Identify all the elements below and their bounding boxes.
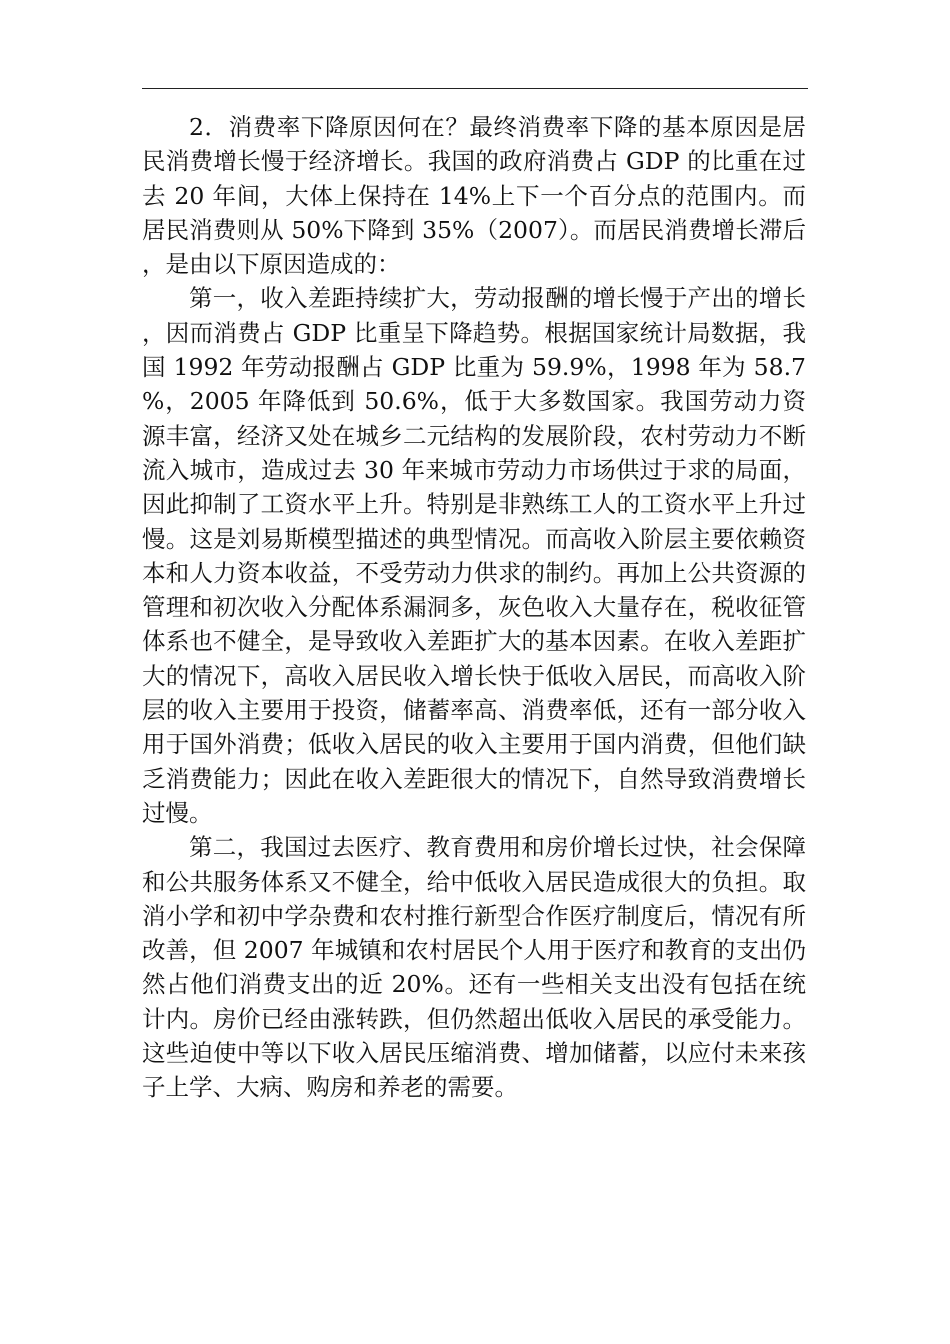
header-rule (142, 88, 808, 89)
paragraph-consumption-rate-cause: 2．消费率下降原因何在？最终消费率下降的基本原因是居民消费增长慢于经济增长。我国的政府消费占 GDP 的比重在过去 20 年间，大体上保持在 14%上下一个百分点的范围内。而居民消费则从 50%下降到 35%（2007）。而居民消费增长滞后，是由以下原因造成的： (142, 113, 806, 279)
paragraph-social-costs: 第二，我国过去医疗、教育费用和房价增长过快，社会保障和公共服务体系又不健全，给中低收入居民造成很大的负担。取消小学和初中学杂费和农村推行新型合作医疗制度后，情况有所改善，但 2007 年城镇和农村居民个人用于医疗和教育的支出仍然占他们消费支出的近 20%。还有一些相关支出没有包括在统计内。房价已经由涨转跌，但仍然超出低收入居民的承受能力。这些迫使中等以下收入居民压缩消费、增加储蓄，以应付未来孩子上学、大病、购房和养老的需要。 (142, 833, 806, 1102)
paragraph-income-gap: 第一，收入差距持续扩大，劳动报酬的增长慢于产出的增长，因而消费占 GDP 比重呈下降趋势。根据国家统计局数据，我国 1992 年劳动报酬占 GDP 比重为 59.9%，1998 年为 58.7%，2005 年降低到 50.6%，低于大多数国家。我国劳动力资源丰富，经济又处在城乡二元结构的发展阶段，农村劳动力不断流入城市，造成过去 30 年来城市劳动力市场供过于求的局面，因此抑制了工资水平上升。特别是非熟练工人的工资水平上升过慢。这是刘易斯模型描述的典型情况。而高收入阶层主要依赖资本和人力资本收益，不受劳动力供求的制约。再加上公共资源的管理和初次收入分配体系漏洞多，灰色收入大量存在，税收征管体系也不健全，是导致收入差距扩大的基本因素。在收入差距扩大的情况下，高收入居民收入增长快于低收入居民，而高收入阶层的收入主要用于投资，储蓄率高、消费率低，还有一部分收入用于国外消费；低收入居民的收入主要用于国内消费，但他们缺乏消费能力；因此在收入差距很大的情况下，自然导致消费增长过慢。 (142, 284, 806, 827)
document-body (142, 110, 806, 1105)
